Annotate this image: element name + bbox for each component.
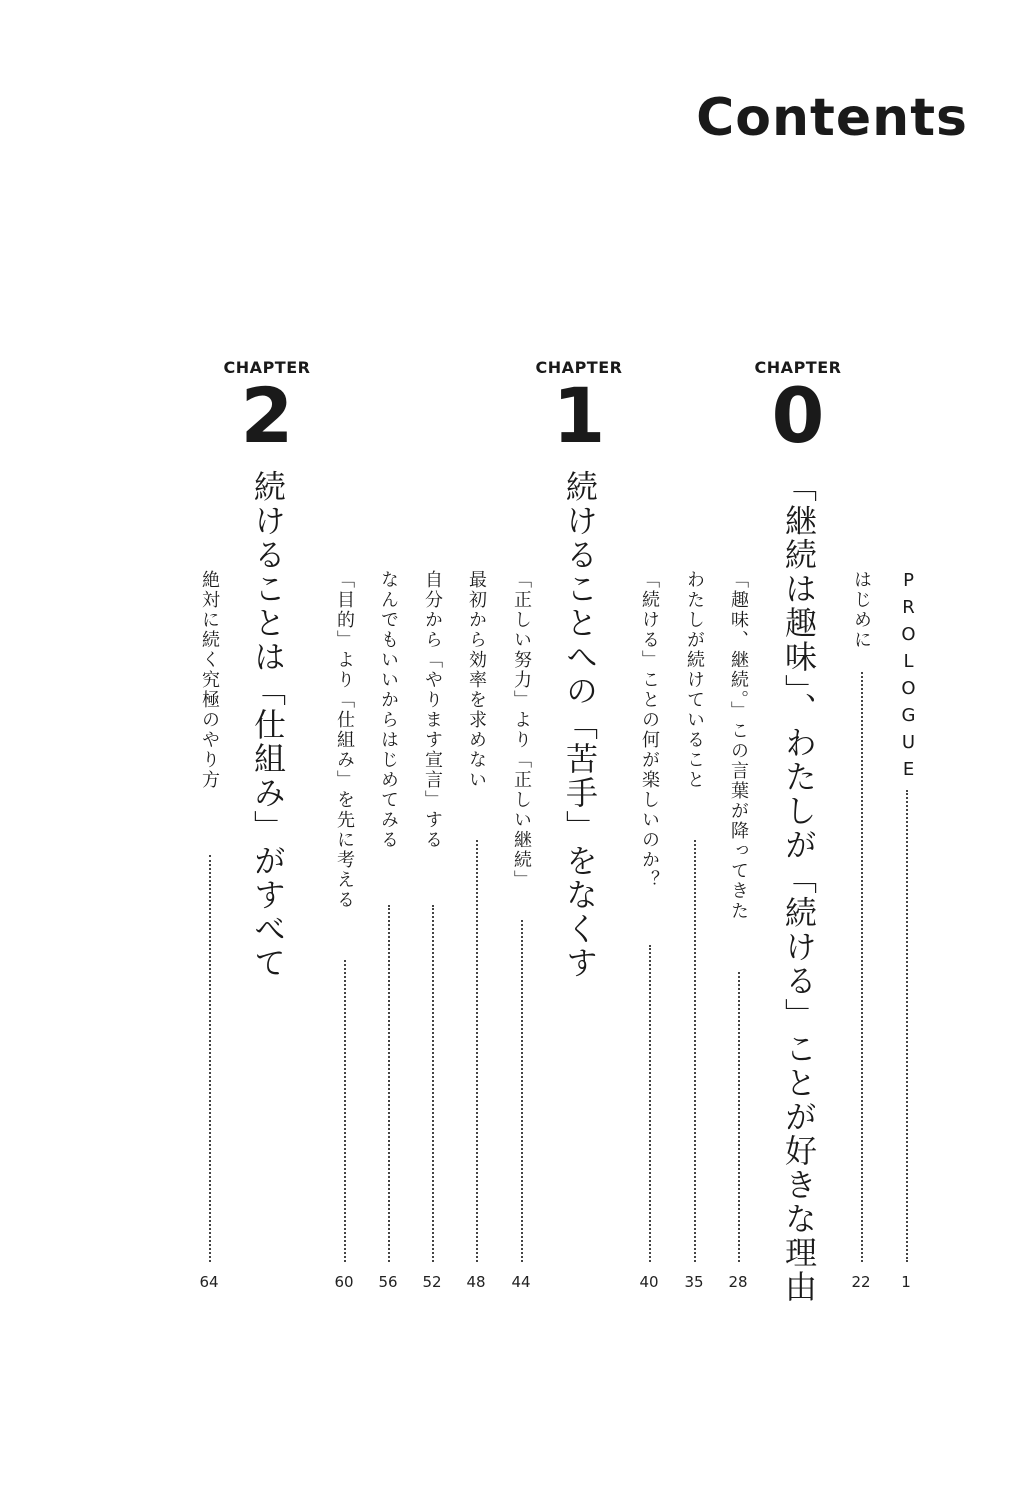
chapter-0-label: CHAPTER <box>754 358 842 377</box>
chapter-2-number: 2 <box>240 371 294 460</box>
leader-dots <box>738 972 740 1262</box>
leader-dots <box>521 920 523 1262</box>
chapter-1-title: 続けることへの「苦手」をなくす <box>561 470 599 980</box>
leader-dots <box>649 945 651 1262</box>
toc-entry-hajimeni[interactable]: はじめに <box>851 570 872 650</box>
toc-entry-prologue[interactable]: PROLOGUE <box>898 570 919 786</box>
leader-dots <box>861 672 863 1262</box>
page-number: 52 <box>422 1273 442 1291</box>
chapter-1-number: 1 <box>552 371 606 460</box>
toc-entry-shumi-keizoku[interactable]: 「趣味、継続。」この言葉が降ってきた <box>728 570 749 921</box>
page-number: 60 <box>334 1273 354 1291</box>
chapter-0-number: 0 <box>771 371 825 460</box>
page-number: 35 <box>684 1273 704 1291</box>
chapter-2-label: CHAPTER <box>223 358 311 377</box>
page-title: Contents <box>696 88 968 148</box>
leader-dots <box>906 790 908 1262</box>
page-number: 56 <box>378 1273 398 1291</box>
page-number: 28 <box>728 1273 748 1291</box>
leader-dots <box>209 855 211 1262</box>
page-number: 64 <box>199 1273 219 1291</box>
page-number: 1 <box>901 1273 911 1291</box>
page-number: 44 <box>511 1273 531 1291</box>
toc-entry-tanoshii[interactable]: 「続ける」ことの何が楽しいのか？ <box>639 570 660 890</box>
toc-entry-kyukyoku[interactable]: 絶対に続く究極のやり方 <box>199 570 220 790</box>
toc-entry-yarimasu[interactable]: 自分から「やります宣言」する <box>422 570 443 850</box>
page-number: 48 <box>466 1273 486 1291</box>
chapter-0-title: 「継続は趣味」、わたしが「続ける」ことが好きな理由 <box>780 470 818 1304</box>
toc-entry-mokuteki[interactable]: 「目的」より「仕組み」を先に考える <box>334 570 355 910</box>
chapter-1-label: CHAPTER <box>535 358 623 377</box>
leader-dots <box>344 960 346 1262</box>
page-number: 40 <box>639 1273 659 1291</box>
chapter-2-title: 続けることは「仕組み」がすべて <box>249 470 287 980</box>
leader-dots <box>388 905 390 1262</box>
toc-entry-kouritsu[interactable]: 最初から効率を求めない <box>466 570 487 790</box>
toc-entry-tadashii-doryoku[interactable]: 「正しい努力」より「正しい継続」 <box>511 570 532 890</box>
toc-entry-hajimetemiru[interactable]: なんでもいいからはじめてみる <box>378 570 399 850</box>
leader-dots <box>694 840 696 1262</box>
toc-entry-tsuzuketeiru[interactable]: わたしが続けていること <box>684 570 705 790</box>
leader-dots <box>476 840 478 1262</box>
leader-dots <box>432 905 434 1262</box>
page-number: 22 <box>851 1273 871 1291</box>
